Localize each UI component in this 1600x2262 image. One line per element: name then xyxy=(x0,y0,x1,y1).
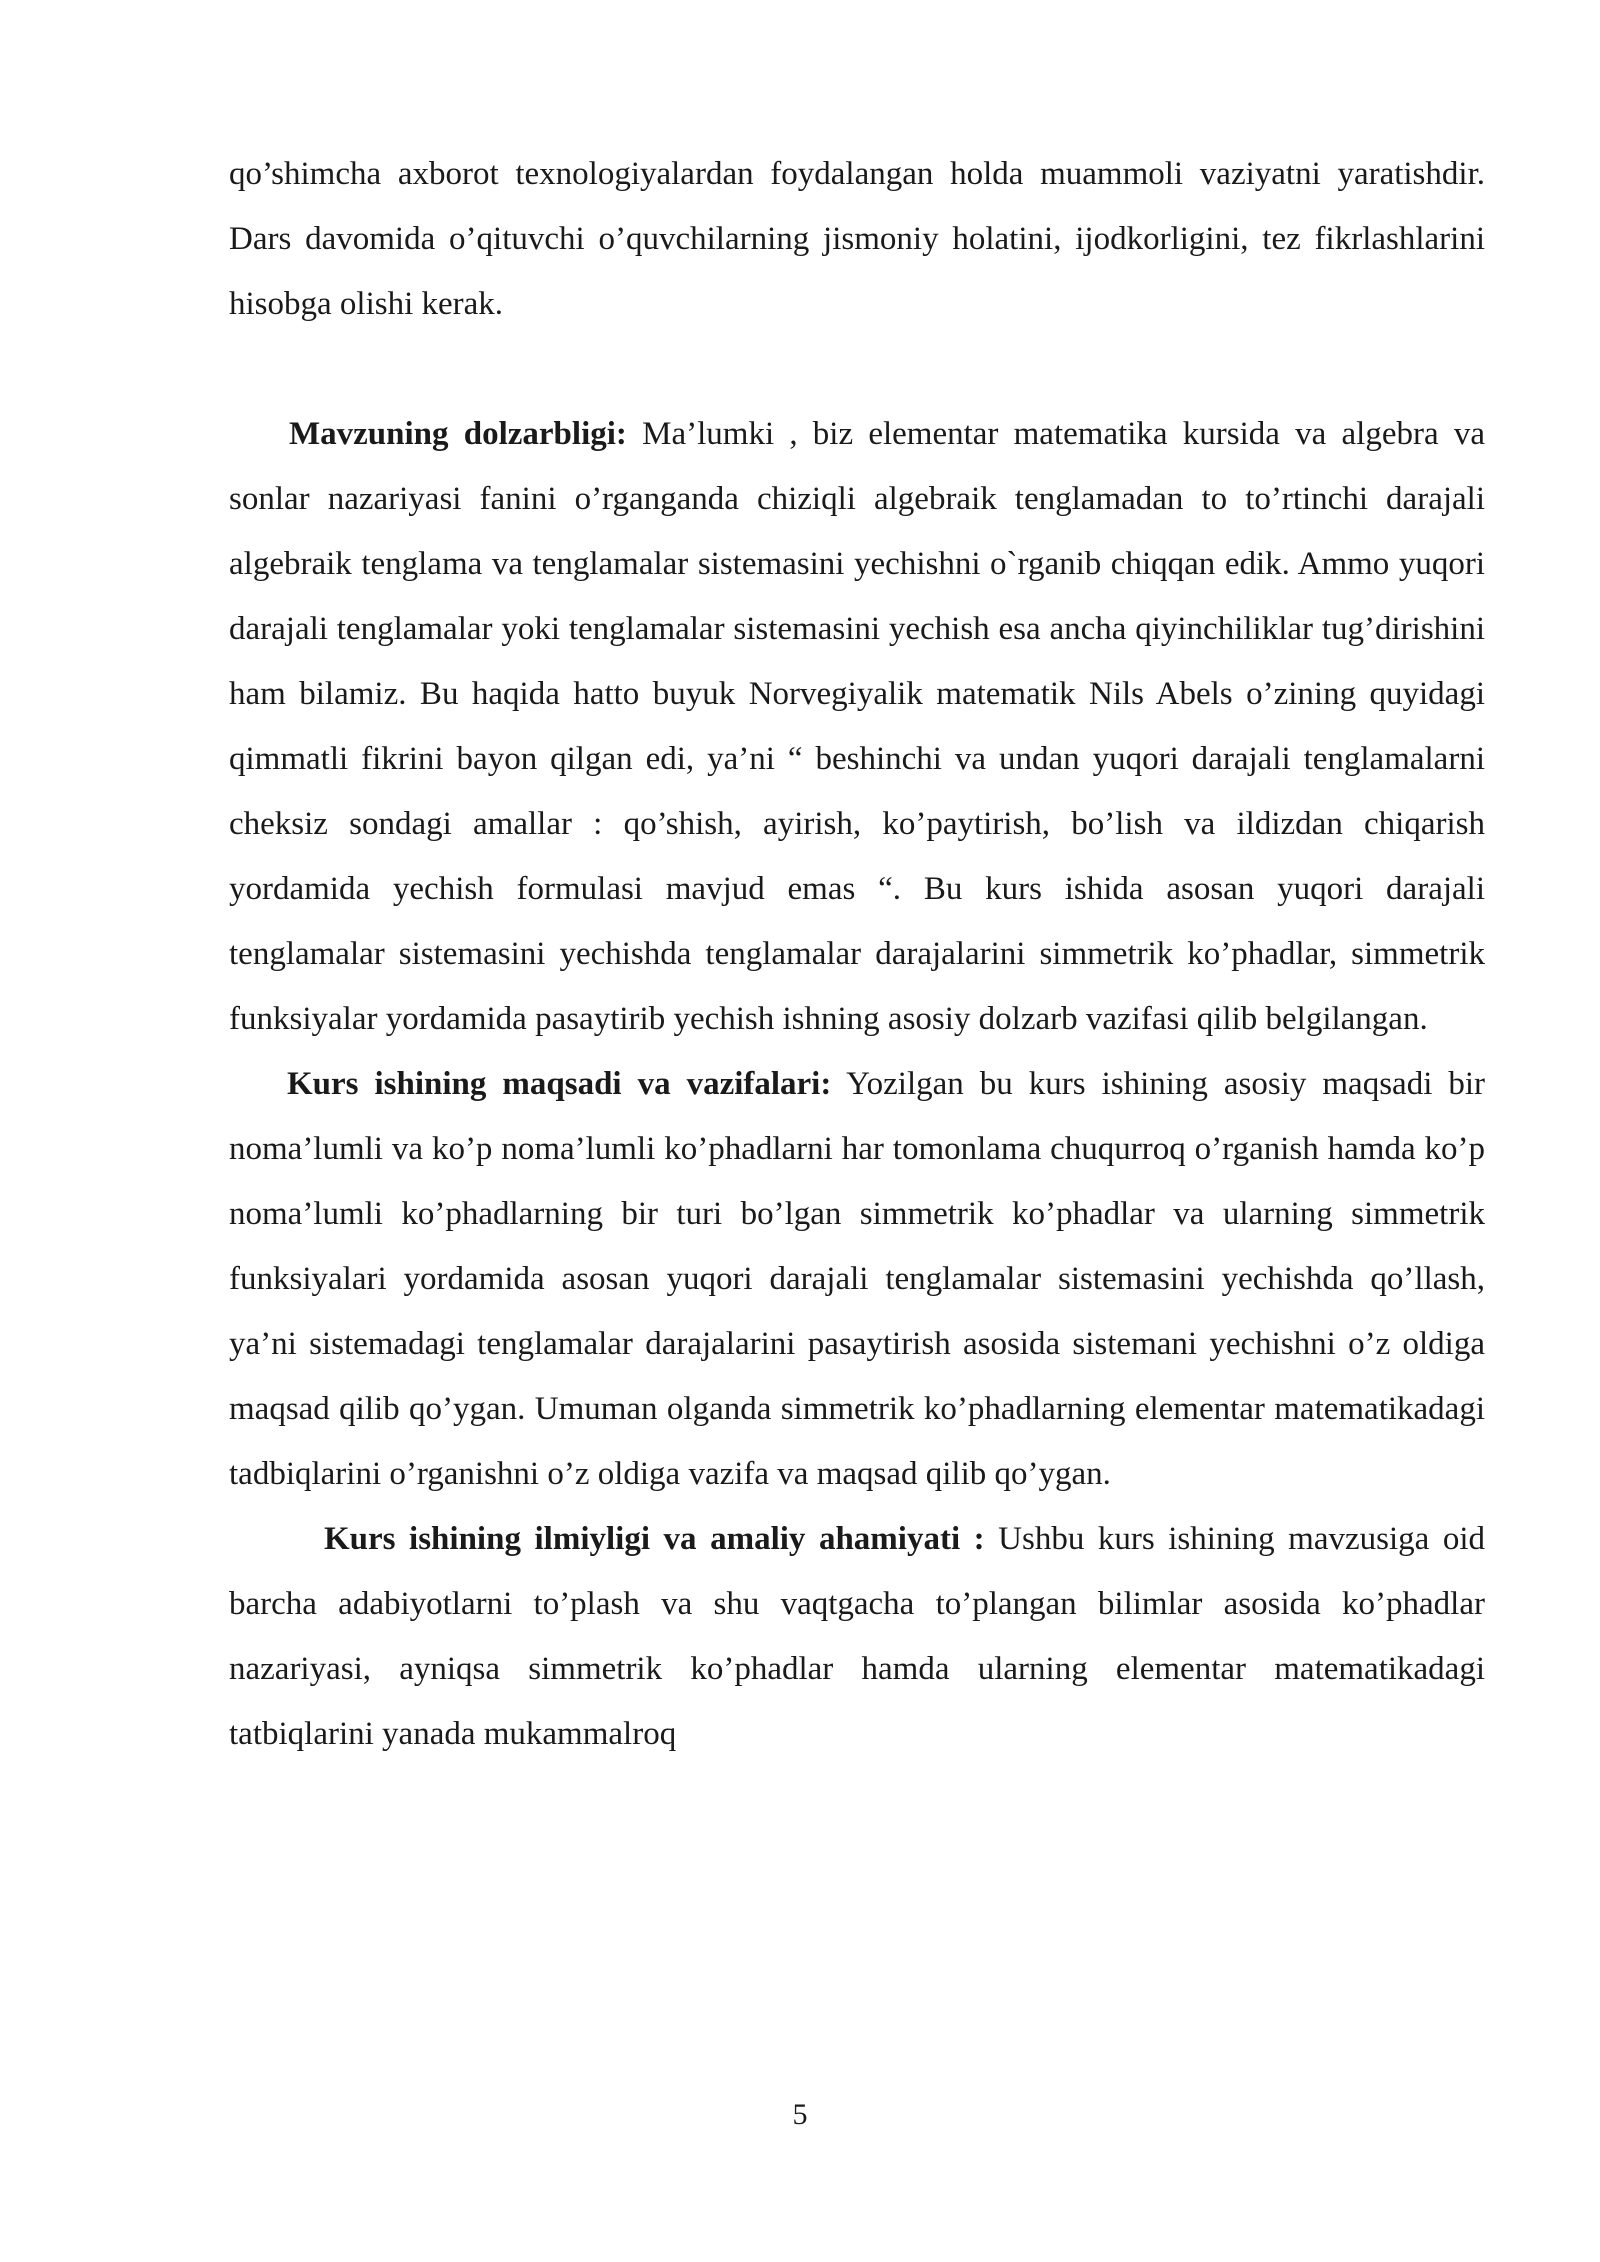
heading-relevance: Mavzuning dolzarbligi: xyxy=(289,416,627,452)
heading-goals: Kurs ishining maqsadi va vazifalari: xyxy=(287,1066,832,1102)
goals-text: Yozilgan bu kurs ishining asosiy maqsadi bir noma’lumli va ko’p noma’lumli ko’phadlarni har tomonlama chuqurroq o’rganish hamda ko’p noma’lumli ko’phadlarning bir turi bo’lgan simmetrik ko’phadlar va ularning simmetrik funksiyalari yordamida asosan yuqori darajali tenglamalar sistemasini yechishda qo’llash, ya’ni sistemadagi tenglamalar darajalarini pasaytirish asosida sistemani yechishni o’z oldiga maqsad qilib qo’ygan. Umuman olganda simmetrik ko’phadlarning elementar matematikadagi tadbiqlarini o’rganishni o’z oldiga vazifa va maqsad qilib qo’ygan. xyxy=(229,1066,1486,1492)
relevance-text: Ma’lumki , biz elementar matematika kursida va algebra va sonlar nazariyasi fanini o’rganganda chiziqli algebraik tenglamadan to to’rtinchi darajali algebraik tenglama va tenglamalar sistemasini yechishni o`rganib chiqqan edik. Ammo yuqori darajali tenglamalar yoki tenglamalar sistemasini yechish esa ancha qiyinchiliklar tug’dirishini ham bilamiz. Bu haqida hatto buyuk Norvegiyalik matematik Nils Abels o’zining quyidagi qimmatli fikrini bayon qilgan edi, ya’ni “ beshinchi va undan yuqori darajali tenglamalarni cheksiz sondagi amallar : qo’shish, ayirish, ko’paytirish, bo’lish va ildizdan chiqarish yordamida yechish formulasi mavjud emas “. Bu kurs ishida asosan yuqori darajali tenglamalar sistemasini yechishda tenglamalar darajalarini simmetrik ko’phadlar, simmetrik funksiyalar yordamida pasaytirib yechish ishning asosiy dolzarb vazifasi qilib belgilangan. xyxy=(229,416,1485,1037)
paragraph-significance xyxy=(229,1507,1485,1767)
paragraph-intro-continuation: qo’shimcha axborot texnologiyalardan foydalangan holda muammoli vaziyatni yaratishdir. Dars davomida o’qituvchi o’quvchilarning jismoniy holatini, ijodkorligini, tez fikrlashlarini hisobga olishi kerak. xyxy=(229,156,1485,322)
heading-significance: Kurs ishining ilmiyligi va amaliy ahamiyati : xyxy=(324,1521,985,1557)
paragraph-relevance xyxy=(229,402,1485,1052)
page-body xyxy=(229,142,1485,1767)
page-number: 5 xyxy=(792,2098,808,2131)
paragraph-goals xyxy=(229,1052,1485,1507)
significance-text: Ushbu kurs ishining mavzusiga oid barcha adabiyotlarni to’plash va shu vaqtgacha to’plangan bilimlar asosida ko’phadlar nazariyasi, ayniqsa simmetrik ko’phadlar hamda ularning elementar matematikadagi tatbiqlarini yanada mukammalroq xyxy=(229,1521,1485,1752)
